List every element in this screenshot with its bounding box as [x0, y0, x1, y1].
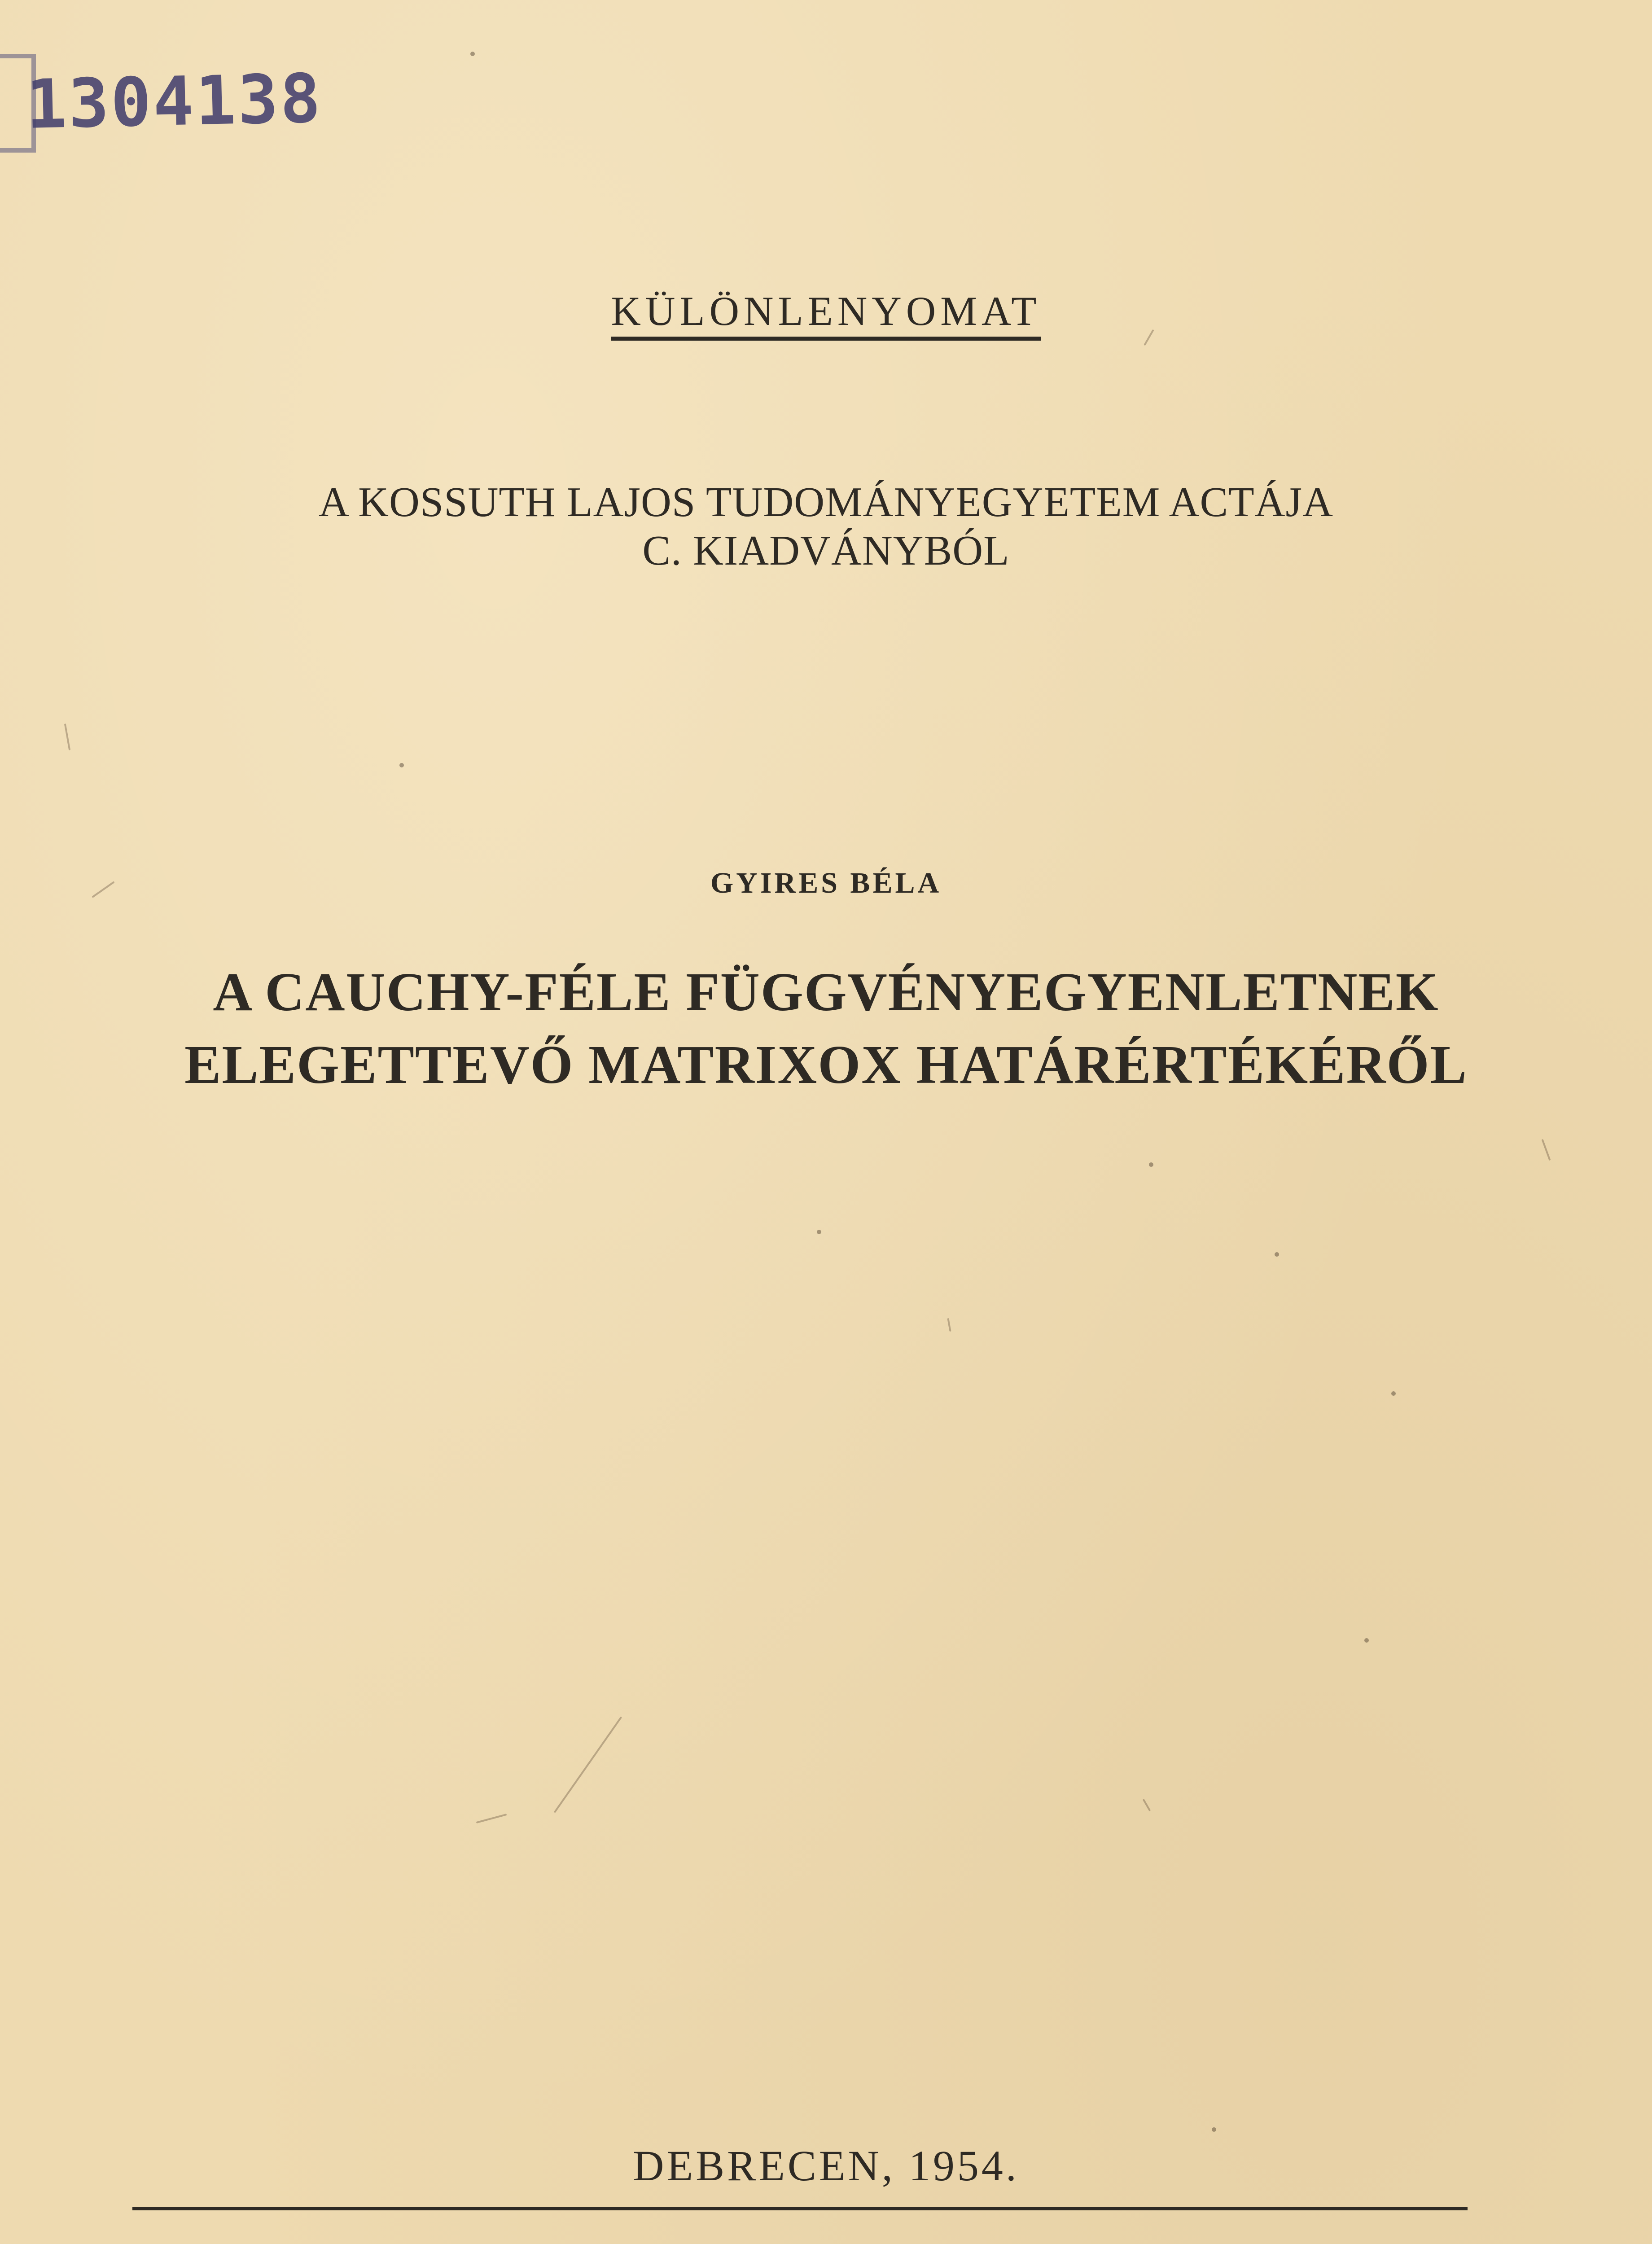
reprint-heading: [0, 287, 1652, 341]
paper-fiber: [476, 1814, 507, 1823]
inventory-stamp-number: 1304138: [25, 60, 323, 144]
article-title: [0, 956, 1652, 1102]
paper-speck: [817, 1230, 821, 1234]
author-name: GYIRES BÉLA: [710, 867, 942, 899]
paper-fiber: [554, 1716, 622, 1813]
title-line-2: ELEGETTEVŐ MATRIXOX HATÁRÉRTÉKÉRŐL: [184, 1034, 1468, 1096]
paper-fiber: [1542, 1139, 1551, 1161]
paper-speck: [1391, 1391, 1396, 1396]
paper-speck: [1275, 1252, 1279, 1257]
imprint-place-year: DEBRECEN, 1954.: [633, 2142, 1019, 2190]
source-line-1: A KOSSUTH LAJOS TUDOMÁNYEGYETEM ACTÁJA: [318, 479, 1334, 526]
paper-speck: [470, 52, 475, 56]
paper-speck: [1149, 1162, 1153, 1167]
paper-fiber: [1143, 1799, 1151, 1811]
reprint-label: KÜLÖNLENYOMAT: [611, 287, 1041, 341]
source-publication: [0, 478, 1652, 575]
title-line-1: A CAUCHY-FÉLE FÜGGVÉNYEGYENLETNEK: [213, 962, 1439, 1022]
paper-fiber: [947, 1318, 951, 1332]
paper-speck: [1212, 2127, 1216, 2132]
imprint-rule: [132, 2207, 1468, 2210]
paper-speck: [1364, 1638, 1369, 1643]
paper-speck: [399, 763, 404, 767]
source-line-2: C. KIADVÁNYBÓL: [642, 527, 1010, 574]
paper-fiber: [64, 723, 70, 750]
